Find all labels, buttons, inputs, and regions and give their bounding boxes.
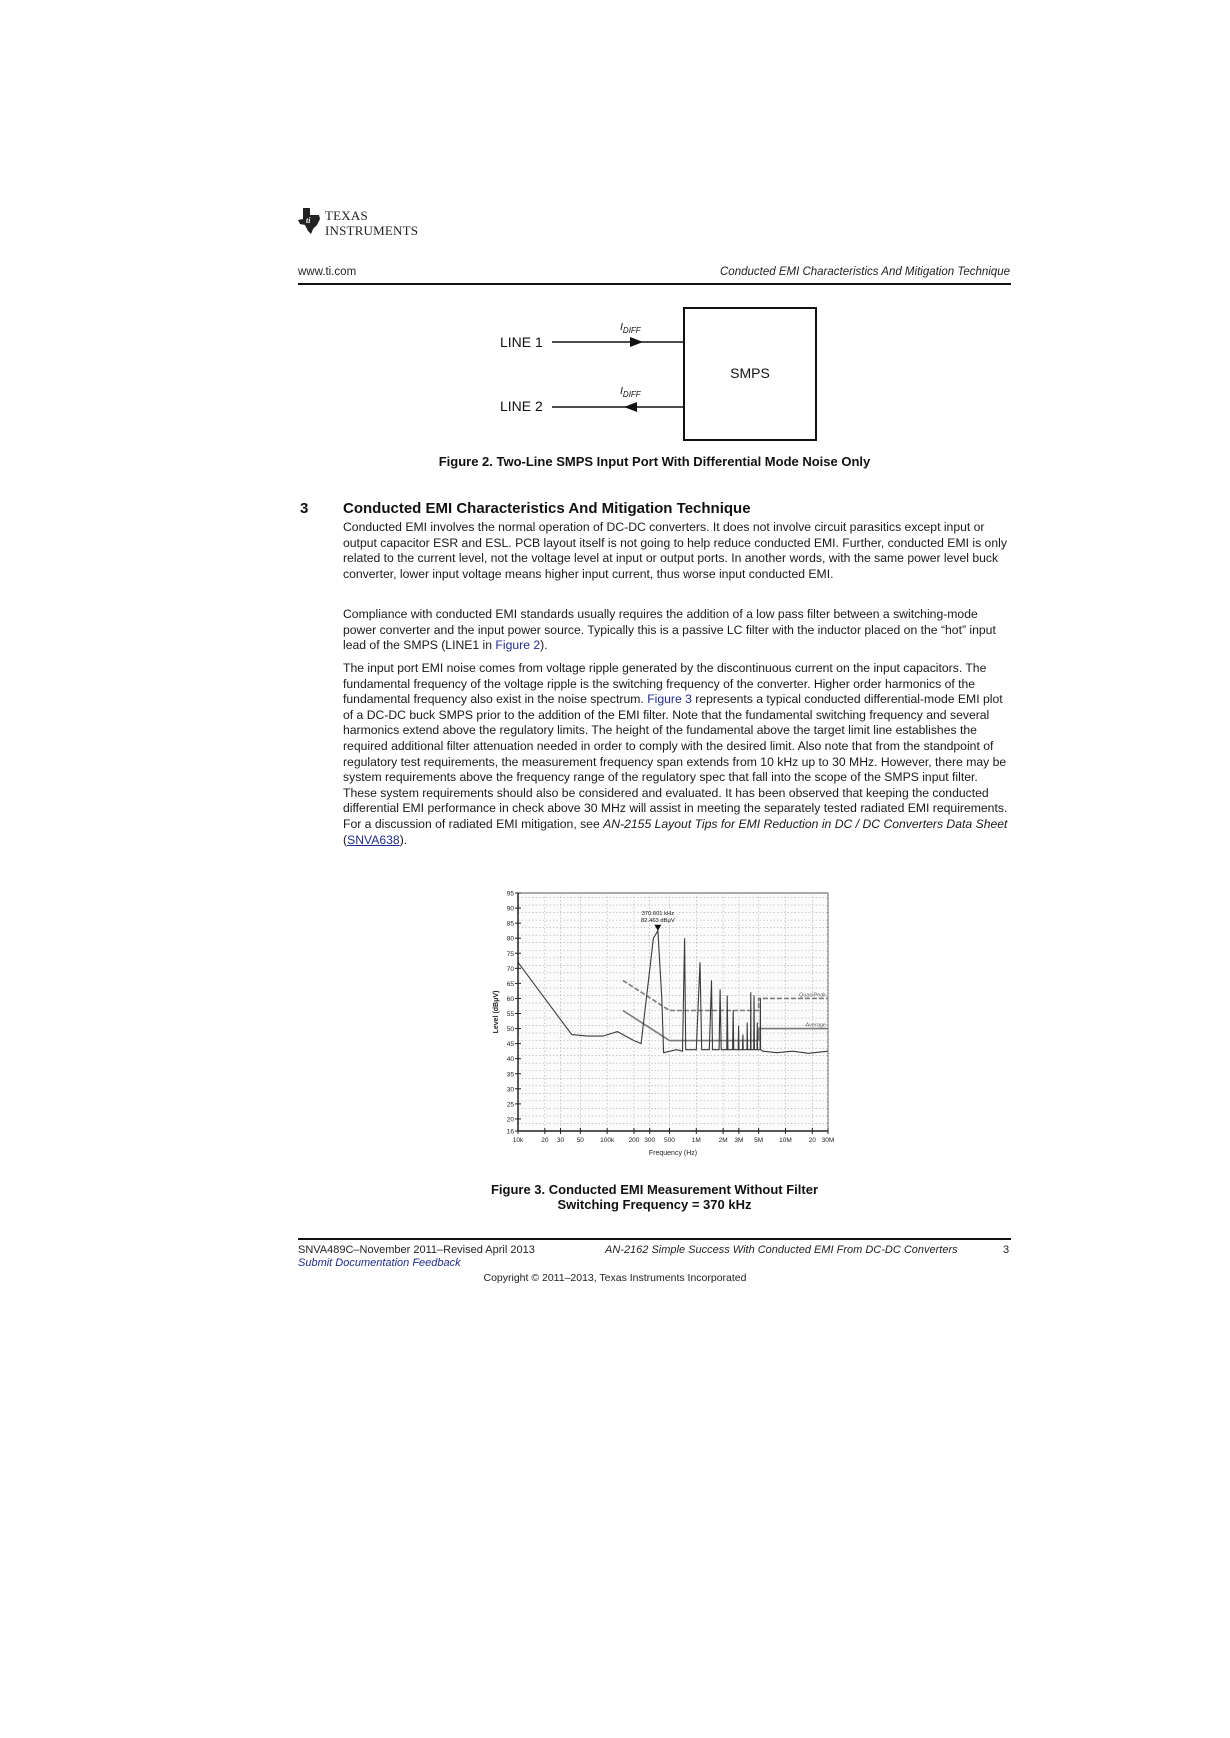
y-tick-label: 50 xyxy=(506,1026,514,1034)
x-axis-label: Frequency (Hz) xyxy=(648,1150,698,1157)
x-tick-label: 50 xyxy=(576,1137,584,1144)
x-tick-label: 100k xyxy=(600,1137,615,1144)
footer-copyright: Copyright © 2011–2013, Texas Instruments Incorporated xyxy=(483,1272,747,1284)
figure3-link[interactable]: Figure 3 xyxy=(647,692,692,707)
logo-line1: TEXAS xyxy=(325,208,368,223)
ti-logo-text xyxy=(325,209,418,238)
figure3-caption-line1: Figure 3. Conducted EMI Measurement Without Filter xyxy=(490,1182,819,1197)
line2-arrow xyxy=(624,402,637,412)
y-tick-label: 30 xyxy=(506,1086,514,1094)
quasipeak-label: QuasiPeak xyxy=(799,992,826,999)
average-label: Average xyxy=(805,1022,826,1029)
line1-current-label: $I_{DIFF}$ xyxy=(620,321,641,335)
y-tick-label: 60 xyxy=(506,995,514,1003)
line1-label: LINE 1 xyxy=(500,334,543,350)
x-tick-label: 20 xyxy=(541,1137,549,1144)
line2-current-label: $I_{DIFF}$ xyxy=(620,385,641,399)
p3-text-c: ( xyxy=(343,832,348,847)
y-tick-label: 95 xyxy=(506,890,514,898)
svg-text:ti: ti xyxy=(306,216,311,225)
y-axis-label: Level (dBμV) xyxy=(493,990,500,1034)
y-tick-label: 80 xyxy=(506,935,514,943)
section-title: Conducted EMI Characteristics And Mitigation Technique xyxy=(343,500,751,517)
y-tick-label: 35 xyxy=(506,1071,514,1079)
p3-text-b: represents a typical conducted differential-mode EMI plot of a DC-DC buck SMPS prior to the addition of the EMI filter. Note that the fundamental switching frequency and several harmonics extend above the regulatory limits. The height of the fundamental above the target limit line establishes the required additional filter attenuation needed in order to comply with the desired limit. Also note that from the standpoint of regulatory test requirements, the measurement frequency span extends from 10 kHz up to 30 MHz. However, there may be system requirements above the frequency range of the regulatory spec that fall into the scope of the SMPS input filter. These system requirements should also be considered and evaluated. It has been observed that keeping the conducted differential EMI performance in check above 30 MHz will assist in meeting the separately tested radiated EMI requirements. For a discussion of radiated EMI mitigation, see xyxy=(343,692,1008,831)
emi-chart xyxy=(490,885,835,1175)
marker-frequency-label: 370.601 kHz xyxy=(641,910,675,917)
footer-doc-title: AN-2162 Simple Success With Conducted EMI From DC-DC Converters xyxy=(605,1244,958,1256)
header-url[interactable]: www.ti.com xyxy=(298,266,357,278)
figure3-caption-line2: Switching Frequency = 370 kHz xyxy=(557,1197,752,1212)
figure2-diagram xyxy=(480,300,840,450)
y-tick-label: 45 xyxy=(506,1041,514,1049)
ti-logo xyxy=(297,207,447,243)
y-tick-label: 90 xyxy=(506,905,514,913)
figure2-caption: Figure 2. Two-Line SMPS Input Port With Differential Mode Noise Only xyxy=(438,454,871,469)
footer-rule xyxy=(298,1238,1011,1240)
texas-state-icon xyxy=(297,207,321,235)
paragraph-2 xyxy=(343,607,1011,654)
x-tick-label: 5M xyxy=(754,1137,764,1144)
y-tick-label: 20 xyxy=(506,1116,514,1124)
an2155-title: AN-2155 Layout Tips for EMI Reduction in DC / DC Converters Data Sheet xyxy=(603,816,1008,831)
y-tick-label: 40 xyxy=(506,1056,514,1064)
line2-label: LINE 2 xyxy=(500,398,543,414)
emi-chart-svg xyxy=(490,885,835,1175)
y-tick-label: 55 xyxy=(506,1011,514,1019)
y-tick-label: 75 xyxy=(506,950,514,958)
y-tick-label: 65 xyxy=(506,980,514,988)
x-tick-label: 30M xyxy=(821,1137,835,1144)
footer-page-number: 3 xyxy=(1003,1244,1010,1256)
y-tick-label: 16 xyxy=(506,1128,514,1136)
y-tick-label: 25 xyxy=(506,1101,514,1109)
x-tick-label: 3M xyxy=(734,1137,744,1144)
marker-level-label: 82.463 dBμV xyxy=(641,917,675,924)
x-tick-label: 10M xyxy=(779,1137,792,1144)
header-rule xyxy=(298,283,1011,285)
smps-label: SMPS xyxy=(730,365,770,381)
x-tick-label: 1M xyxy=(691,1137,701,1144)
x-tick-label: 200 xyxy=(628,1137,640,1144)
x-tick-label: 20 xyxy=(808,1137,816,1144)
logo-line2: INSTRUMENTS xyxy=(325,223,419,238)
x-tick-label: 500 xyxy=(664,1137,675,1144)
figure2-link[interactable]: Figure 2 xyxy=(495,638,541,653)
p3-text-a: The input port EMI noise comes from voltage ripple generated by the discontinuous current on the input capacitors. The fundamental frequency of the voltage ripple is the switching frequency of the converter. Higher order harmonics of the fundamental frequency also exist in the noise spectrum. xyxy=(343,661,987,707)
line1-arrow xyxy=(630,337,643,347)
y-tick-label: 70 xyxy=(506,965,514,973)
paragraph-3 xyxy=(343,661,1011,848)
x-tick-label: 10k xyxy=(512,1137,524,1144)
y-tick-label: 85 xyxy=(506,920,514,928)
x-tick-label: 30 xyxy=(556,1137,565,1144)
paragraph-1: Conducted EMI involves the normal operation of DC-DC converters. It does not involve circuit parasitics except input or output capacitor ESR and ESL. PCB layout itself is not going to help reduce conducted EMI. Further, conducted EMI is only related to the current level, not the voltage level at input or output ports. In another words, with the same power level buck converter, lower input voltage means higher input current, thus worse input conducted EMI. xyxy=(343,520,1007,581)
x-tick-label: 2M xyxy=(718,1137,728,1144)
p2-text-b: ). xyxy=(540,638,548,653)
p2-text-a: Compliance with conducted EMI standards usually requires the addition of a low pass filter between a switching-mode power converter and the input power source. Typically this is a passive LC filter with the inductor placed on the “hot” input lead of the SMPS (LINE1 in xyxy=(343,607,996,653)
header-section-title: Conducted EMI Characteristics And Mitigation Technique xyxy=(720,266,1010,278)
snva638-link[interactable]: SNVA638 xyxy=(347,832,400,847)
footer-doc-id: SNVA489C–November 2011–Revised April 2013 xyxy=(298,1244,535,1256)
x-tick-label: 300 xyxy=(644,1137,656,1144)
section-number: 3 xyxy=(300,500,309,517)
submit-feedback-link[interactable]: Submit Documentation Feedback xyxy=(298,1257,461,1269)
plot-area xyxy=(518,893,828,1131)
p3-text-d: ). xyxy=(399,832,408,847)
